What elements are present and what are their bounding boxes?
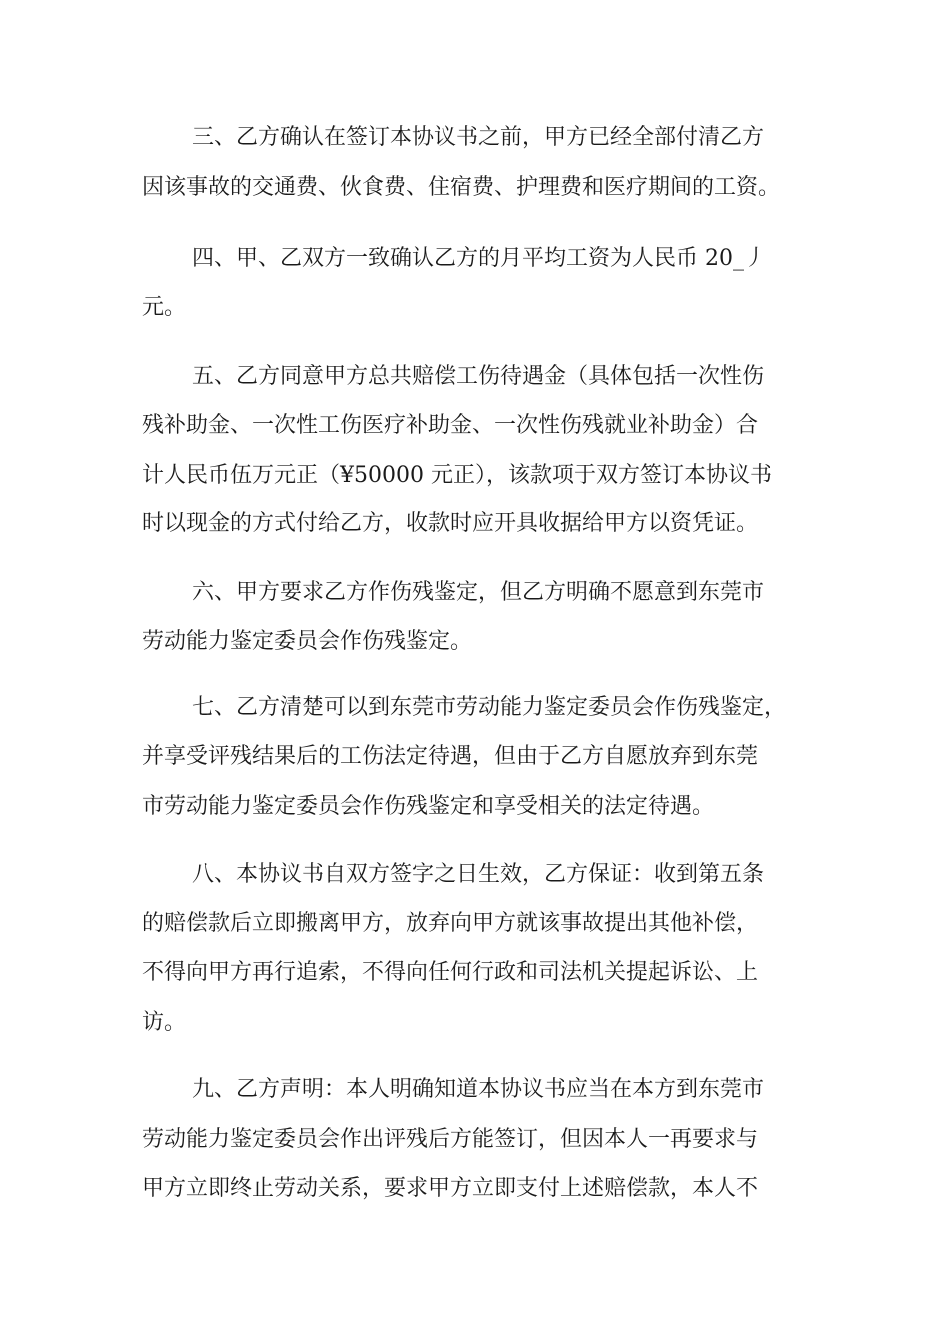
- clause-3-line-1: 三、乙方确认在签订本协议书之前，甲方已经全部付清乙方: [192, 125, 765, 150]
- clause-4-line-2: 元。: [142, 295, 187, 320]
- clause-8-line-3: 不得向甲方再行追索，不得向任何行政和司法机关提起诉讼、上: [142, 960, 759, 985]
- clause-9-line-2: 劳动能力鉴定委员会作出评残后方能签订，但因本人一再要求与: [142, 1127, 759, 1152]
- clause-7-line-3: 市劳动能力鉴定委员会作伤残鉴定和享受相关的法定待遇。: [142, 794, 715, 819]
- clause-8-line-4: 访。: [142, 1010, 187, 1035]
- clause-5-line-4: 时以现金的方式付给乙方，收款时应开具收据给甲方以资凭证。: [142, 511, 759, 536]
- clause-5-line-3: 计人民币伍万元正（¥50000 元正），该款项于双方签订本协议书: [142, 463, 772, 488]
- clause-6-line-1: 六、甲方要求乙方作伤残鉴定，但乙方明确不愿意到东莞市: [192, 580, 765, 605]
- clause-5-line-1: 五、乙方同意甲方总共赔偿工伤待遇金（具体包括一次性伤: [192, 364, 765, 389]
- clause-8-line-2: 的赔偿款后立即搬离甲方，放弃向甲方就该事故提出其他补偿，: [142, 911, 759, 936]
- clause-9-line-1: 九、乙方声明：本人明确知道本协议书应当在本方到东莞市: [192, 1077, 765, 1102]
- clause-9-line-3: 甲方立即终止劳动关系，要求甲方立即支付上述赔偿款，本人不: [142, 1176, 759, 1201]
- clause-8-line-1: 八、本协议书自双方签字之日生效，乙方保证：收到第五条: [192, 862, 765, 887]
- clause-7-line-1: 七、乙方清楚可以到东莞市劳动能力鉴定委员会作伤残鉴定，: [192, 695, 787, 720]
- clause-7-line-2: 并享受评残结果后的工伤法定待遇，但由于乙方自愿放弃到东莞: [142, 744, 759, 769]
- clause-4-line-1: 四、甲、乙双方一致确认乙方的月平均工资为人民币 20_丿: [192, 246, 766, 271]
- clause-5-line-2: 残补助金、一次性工伤医疗补助金、一次性伤残就业补助金）合: [142, 413, 759, 438]
- clause-3-line-2: 因该事故的交通费、伙食费、住宿费、护理费和医疗期间的工资。: [142, 175, 781, 200]
- clause-6-line-2: 劳动能力鉴定委员会作伤残鉴定。: [142, 629, 473, 654]
